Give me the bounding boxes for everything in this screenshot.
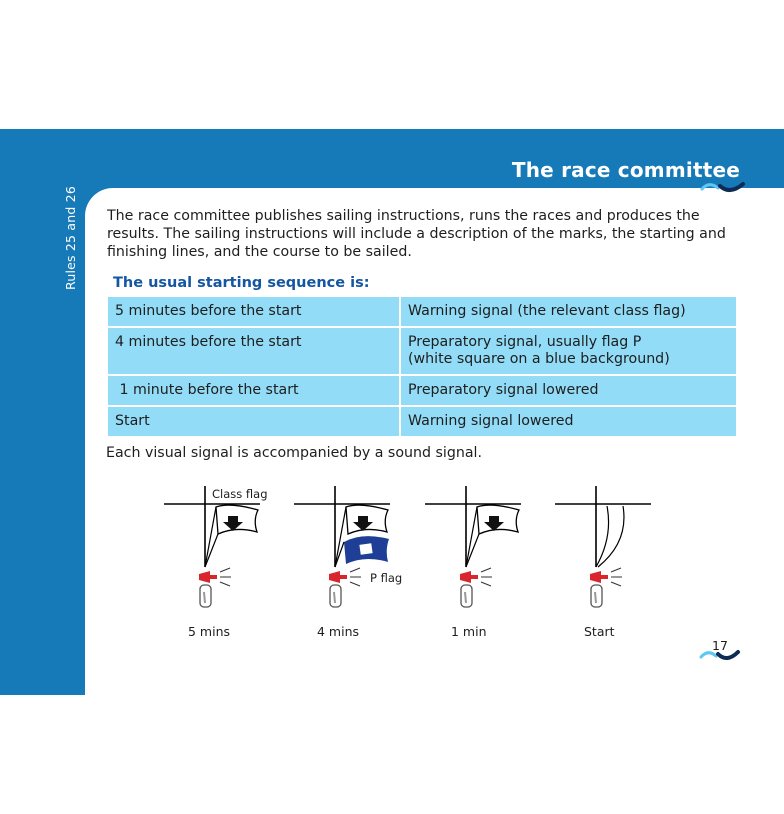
table-row	[107, 327, 737, 375]
signal-illustration-4-mins	[290, 482, 403, 642]
signal-cell	[400, 375, 737, 406]
time-cell: 4 minutes before the start	[107, 327, 400, 375]
signal-text-continued: (white square on a blue background)	[408, 351, 670, 367]
side-rule-label: Rules 25 and 26	[63, 186, 78, 290]
sequence-heading: The usual starting sequence is:	[113, 275, 370, 291]
page-number-wave-icon	[699, 649, 741, 661]
intro-paragraph: The race committee publishes sailing instructions, runs the races and produces the results. The sailing instructions will include a description of the marks, the starting and finishing lines, and the course to be sailed.	[107, 208, 726, 260]
flagpole-icon	[290, 482, 403, 642]
table-row	[107, 296, 737, 327]
signal-cell	[400, 406, 737, 437]
horn-icon	[199, 568, 231, 607]
flagpole-icon	[551, 482, 661, 642]
signal-caption: 1 min	[451, 624, 487, 639]
horn-icon	[329, 568, 361, 607]
flagpole-icon	[421, 482, 531, 642]
signal-cell	[400, 296, 737, 327]
p-flag-icon	[344, 536, 389, 564]
signal-cell	[400, 327, 737, 375]
signal-caption: Start	[584, 624, 615, 639]
title-wave-icon	[700, 181, 746, 193]
signal-text: Preparatory signal, usually flag P	[408, 334, 642, 350]
sound-signal-note: Each visual signal is accompanied by a sound signal.	[106, 445, 482, 461]
table-row	[107, 406, 737, 437]
signal-text: Warning signal lowered	[408, 413, 574, 429]
p-flag-label: P flag	[370, 571, 403, 585]
time-cell: 1 minute before the start	[107, 375, 400, 406]
signal-caption: 4 mins	[317, 624, 360, 639]
page-title: The race committee	[511, 158, 740, 182]
horn-icon	[460, 568, 492, 607]
signal-illustration-1-min	[421, 482, 531, 642]
table-row	[107, 375, 737, 406]
starting-sequence-table	[106, 295, 738, 438]
time-cell: 5 minutes before the start	[107, 296, 400, 327]
signal-illustration-start	[551, 482, 661, 642]
horn-icon	[590, 568, 622, 607]
class-flag-label: Class flag	[212, 487, 268, 501]
signal-text: Warning signal (the relevant class flag)	[408, 303, 686, 319]
signal-text: Preparatory signal lowered	[408, 382, 599, 398]
flagpole-icon	[160, 482, 270, 642]
signal-illustration-5-mins	[160, 482, 270, 642]
signal-caption: 5 mins	[188, 624, 231, 639]
time-cell: Start	[107, 406, 400, 437]
page-number: 17	[712, 638, 728, 653]
